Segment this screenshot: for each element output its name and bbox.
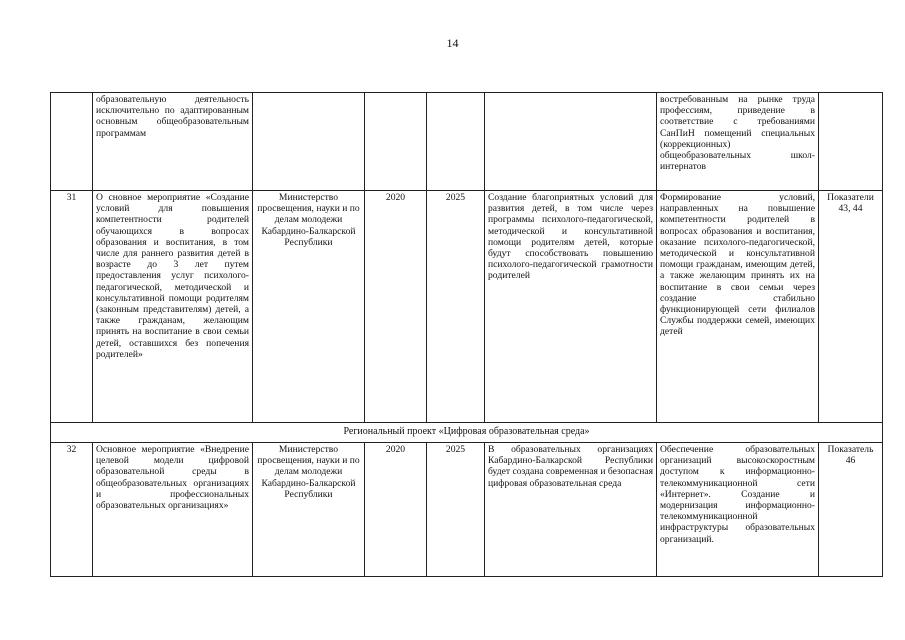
section-header-row: [51, 423, 883, 443]
indicator-cell: [819, 93, 883, 191]
table-row: [51, 443, 883, 577]
end-year-cell: [427, 93, 485, 191]
measure-cell: образовательную деятельность исключительно по адаптированным основным общеобразовательным программам: [93, 93, 253, 191]
measure-cell: Основное мероприятие «Внедрение целевой модели цифровой образовательной среды в общеобразовательных организациях и профессиональных образовательных организациях»: [93, 443, 253, 577]
executor-cell: Министерство просвещения, науки и по делам молодежи Кабардино-Балкарской Республики: [253, 191, 365, 423]
executor-cell: [253, 93, 365, 191]
start-year-cell: 2020: [365, 443, 427, 577]
consequence-cell: Формирование условий, направленных на повышение компетентности родителей в вопросах образования и воспитания, оказание психолого-педагогической, методической и консультативной помощи гражданам, имеющим детей, а также желающим принять их на воспитание в свои семьи через создание стабильно функционирующей сети филиалов Службы поддержки семей, имеющих детей: [657, 191, 819, 423]
result-cell: [485, 93, 657, 191]
consequence-cell: востребованным на рынке труда профессиям, приведение в соответствие с требованиями СанПиН помещений специальных (коррекционных) общеобразовательных школ-интернатов: [657, 93, 819, 191]
section-title: Региональный проект «Цифровая образовательная среда»: [51, 423, 883, 443]
table-row: [51, 191, 883, 423]
measure-cell: О сновное мероприятие «Создание условий для повышения компетентности родителей обучающихся в вопросах образования и воспитания, в том числе для раннего развития детей в возрасте до 3 лет путем предоставления услуг психолого-педагогической, методической и консультативной помощи родителям (законным представителям) детей, а также гражданам, желающим принять на воспитание в свои семьи детей, оставшихся без попечения родителей»: [93, 191, 253, 423]
consequence-cell: Обеспечение образовательных организаций высокоскоростным доступом к информационно-телекоммуникационной сети «Интернет». Создание и модернизация информационно-телекоммуникационной инфраструктуры образовательных организаций.: [657, 443, 819, 577]
result-cell: В образовательных организациях Кабардино-Балкарской Республики будет создана современная и безопасная цифровая образовательная среда: [485, 443, 657, 577]
start-year-cell: [365, 93, 427, 191]
indicator-cell: Показатели 43, 44: [819, 191, 883, 423]
indicator-cell: Показатель 46: [819, 443, 883, 577]
end-year-cell: 2025: [427, 191, 485, 423]
measures-table: [50, 92, 883, 577]
row-number: 31: [51, 191, 93, 423]
start-year-cell: 2020: [365, 191, 427, 423]
row-number: [51, 93, 93, 191]
table-row: [51, 93, 883, 191]
end-year-cell: 2025: [427, 443, 485, 577]
row-number: 32: [51, 443, 93, 577]
result-cell: Создание благоприятных условий для развития детей, в том числе через программы психолого-педагогической, методической и консультативной помощи родителям детей, которые будут способствовать повышению психолого-педагогической грамотности родителей: [485, 191, 657, 423]
page-number: 14: [446, 36, 459, 50]
executor-cell: Министерство просвещения, науки и по делам молодежи Кабардино-Балкарской Республики: [253, 443, 365, 577]
